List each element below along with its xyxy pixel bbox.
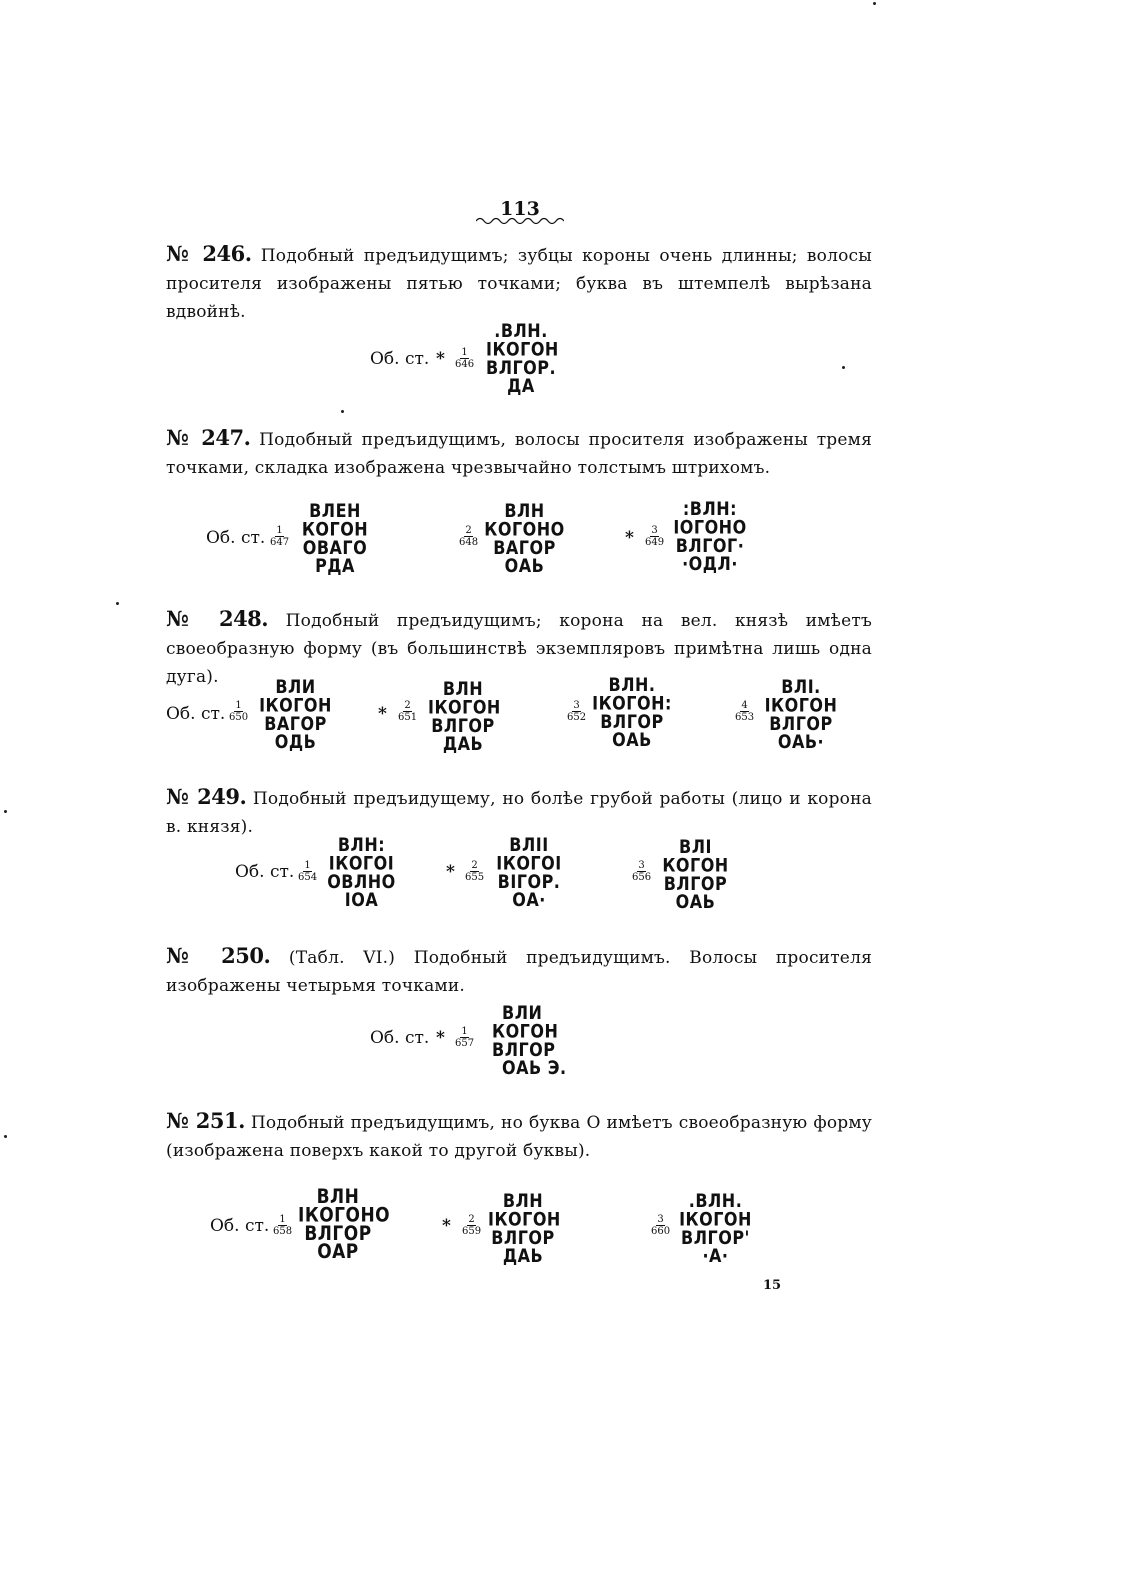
fraction-numerator: 1 (461, 347, 468, 358)
inscription-line: ВЛГОР (492, 1038, 556, 1061)
fraction-numerator: 1 (304, 860, 311, 871)
coin-inscription (298, 1185, 391, 1264)
inscription-line: ВАГОР (493, 536, 556, 559)
inscription-line: ВЛІ (679, 835, 712, 858)
inscription-line: ВЛГОР. (486, 356, 557, 379)
fraction-denominator: 655 (465, 872, 485, 883)
inscription-line: КОГОНО (484, 518, 565, 540)
coin-inscription (482, 499, 567, 577)
coin-inscription (258, 675, 333, 753)
entry-number: № 249. (166, 784, 247, 809)
fraction-denominator: 649 (645, 537, 665, 548)
inscription-line: ОАЬ (504, 554, 545, 577)
inscription-line: ВЛІІ (509, 833, 549, 856)
inscription-line: ОАЬ· (777, 730, 825, 753)
fraction-denominator: 650 (229, 712, 249, 723)
inscription-line: ВЛН (504, 499, 545, 522)
star-marker: * (442, 1216, 451, 1236)
fraction-numerator: 2 (468, 1214, 475, 1225)
inscription-line: ДА (507, 374, 535, 397)
inscription-line: ВЛГОР (600, 710, 664, 733)
inscription-line: :ВЛН: (682, 497, 738, 520)
inscription-line: ІКОГОН (486, 338, 559, 360)
specimen-fraction (270, 525, 289, 548)
star-marker: * (625, 528, 634, 548)
entry-250-paragraph (166, 942, 872, 1000)
inscription-line: РДА (315, 554, 355, 577)
inscription-line: ·ОДЛ· (682, 552, 738, 575)
scan-speck (341, 410, 344, 413)
coin-inscription (300, 499, 370, 577)
fraction-numerator: 1 (276, 525, 283, 536)
star-marker: * (446, 862, 455, 882)
specimen-fraction (273, 1214, 292, 1237)
scan-speck (842, 366, 845, 369)
specimen-fraction (459, 525, 478, 548)
specimen-fraction (632, 860, 651, 883)
scan-speck (4, 1135, 7, 1138)
inscription-line: ІКОГОН (679, 1208, 752, 1230)
entry-number: № 251. (166, 1108, 245, 1133)
fraction-denominator: 659 (462, 1226, 482, 1237)
inscription-line: ІКОГОН (428, 696, 501, 718)
obverse-label: Об. ст. (166, 704, 226, 724)
specimen-fraction (651, 1214, 670, 1237)
inscription-line: ВЛИ (275, 675, 316, 698)
inscription-line: ОАЬ Э. (502, 1056, 567, 1079)
fraction-numerator: 2 (471, 860, 478, 871)
scan-speck (116, 602, 119, 605)
fraction-denominator: 658 (273, 1226, 293, 1237)
inscription-line: ВЛГОР (491, 1226, 555, 1249)
inscription-line: ВЛН (442, 677, 484, 700)
inscription-line: ВЛЕН (309, 499, 361, 522)
obverse-label: Об. ст. (235, 862, 295, 882)
star-marker: * (378, 704, 387, 724)
inscription-line: ВЛИ (502, 1001, 543, 1024)
coin-inscription (486, 319, 559, 397)
inscription-line: ОВЛНО (327, 870, 396, 893)
entry-number: № 250. (166, 943, 271, 968)
specimen-fraction (645, 525, 664, 548)
entry-description: Подобный предъидущимъ; корона на вел. князѣ имѣетъ своеобразную форму (въ большинствѣ экземпляровъ примѣтна лишь одна дуга). (166, 611, 872, 687)
fraction-denominator: 653 (735, 712, 755, 723)
coin-inscription (762, 675, 840, 753)
inscription-line: ОДЬ (274, 730, 317, 753)
inscription-line: ІОА (344, 888, 379, 911)
inscription-line: ВЛГОР' (681, 1226, 750, 1249)
inscription-line: ОАЬ (675, 890, 716, 913)
fraction-denominator: 656 (632, 872, 652, 883)
fraction-numerator: 1 (235, 700, 242, 711)
inscription-line: ІКОГОНО (298, 1204, 391, 1228)
obverse-label: Об. ст. (370, 1028, 430, 1048)
scan-speck (4, 810, 7, 813)
specimen-fraction (567, 700, 586, 723)
specimen-fraction (398, 700, 417, 723)
fraction-numerator: 1 (279, 1214, 286, 1225)
inscription-line: ВЛГОР (304, 1222, 372, 1246)
fraction-denominator: 654 (298, 872, 318, 883)
fraction-numerator: 3 (651, 525, 658, 536)
inscription-line: ВЛН (502, 1189, 544, 1212)
star-marker: * (436, 349, 445, 369)
entry-247-paragraph (166, 424, 872, 482)
fraction-numerator: 2 (465, 525, 472, 536)
inscription-line: ІКОГОН (488, 1208, 561, 1230)
entry-description: (Табл. VI.) Подобный предъидущимъ. Волосы просителя изображены четырьмя точками. (166, 948, 872, 996)
inscription-line: КОГОН (492, 1020, 559, 1042)
specimen-fraction (298, 860, 317, 883)
fraction-denominator: 651 (398, 712, 418, 723)
fraction-denominator: 647 (270, 537, 290, 548)
entry-246-paragraph (166, 240, 872, 326)
fraction-numerator: 4 (741, 700, 748, 711)
inscription-line: ІКОГОІ (496, 852, 562, 874)
fraction-numerator: 1 (461, 1026, 468, 1037)
inscription-line: ІКОГОН (764, 694, 838, 716)
entry-251-paragraph (166, 1107, 872, 1165)
star-marker: * (436, 1028, 445, 1048)
entry-description: Подобный предъидущимъ, волосы просителя изображены тремя точками, складка изображена чрезвычайно толстымъ штрихомъ. (166, 430, 872, 478)
specimen-fraction (462, 1214, 481, 1237)
obverse-label: Об. ст. (206, 528, 266, 548)
fraction-denominator: 646 (455, 359, 475, 370)
fraction-numerator: 3 (638, 860, 645, 871)
fraction-denominator: 652 (567, 712, 587, 723)
coin-inscription (488, 1189, 561, 1267)
obverse-label: Об. ст. (370, 349, 430, 369)
signature-mark: 15 (763, 1278, 782, 1293)
coin-inscription (494, 833, 564, 911)
inscription-line: .ВЛН. (688, 1189, 743, 1212)
inscription-line: ВЛІ. (781, 675, 821, 698)
inscription-line: ВІГОР. (497, 870, 561, 893)
inscription-line: ДАЬ (442, 732, 484, 755)
inscription-line: ВЛН: (337, 833, 386, 856)
inscription-line: ІКОГОН: (592, 692, 672, 714)
inscription-line: ВЛГОГ· (675, 534, 745, 557)
coin-inscription (324, 833, 399, 911)
inscription-line: ІОГОНО (673, 516, 747, 538)
inscription-line: ДАЬ (502, 1244, 544, 1267)
inscription-line: ВЛН (316, 1185, 360, 1209)
fraction-numerator: 2 (404, 700, 411, 711)
inscription-line: .ВЛН. (494, 319, 548, 342)
specimen-fraction (455, 347, 474, 370)
wavy-rule-ornament (476, 216, 564, 226)
inscription-line: ОАР (317, 1240, 359, 1264)
entry-description: Подобный предъидущему, но болѣе грубой работы (лицо и корона в. князя). (166, 789, 872, 837)
inscription-line: КОГОН (662, 854, 729, 876)
inscription-line: ВЛГОР (431, 714, 495, 737)
inscription-line: ОВАГО (302, 536, 368, 559)
entry-number: № 246. (166, 241, 252, 266)
entry-description: Подобный предъидущимъ; зубцы короны очень длинны; волосы просителя изображены пятью точками; буква въ штемпелѣ вырѣзана вдвойнѣ. (166, 246, 872, 322)
inscription-line: ОА· (512, 888, 546, 911)
coin-inscription (670, 497, 750, 575)
coin-inscription (592, 673, 672, 751)
specimen-fraction (735, 700, 754, 723)
fraction-numerator: 3 (573, 700, 580, 711)
entry-number: № 248. (166, 606, 269, 631)
inscription-line: ІКОГОН (259, 694, 332, 716)
specimen-fraction (465, 860, 484, 883)
fraction-numerator: 3 (657, 1214, 664, 1225)
inscription-line: ОАЬ (612, 728, 652, 751)
scan-speck (873, 2, 876, 5)
coin-inscription (428, 677, 501, 755)
inscription-line: ВЛГОР (663, 872, 728, 895)
fraction-denominator: 657 (455, 1038, 475, 1049)
obverse-label: Об. ст. (210, 1216, 270, 1236)
entry-number: № 247. (166, 425, 251, 450)
fraction-denominator: 648 (459, 537, 479, 548)
inscription-line: ·А· (702, 1244, 729, 1267)
coin-inscription (488, 1001, 576, 1079)
entry-249-paragraph (166, 783, 872, 841)
coin-inscription (678, 1189, 753, 1267)
specimen-fraction (455, 1026, 474, 1049)
entry-description: Подобный предъидущимъ, но буква О имѣетъ своеобразную форму (изображена поверхъ какой то другой буквы). (166, 1113, 872, 1161)
coin-inscription (658, 835, 733, 913)
inscription-line: ВЛГОР (769, 712, 833, 735)
inscription-line: КОГОН (301, 518, 369, 540)
fraction-denominator: 660 (651, 1226, 671, 1237)
specimen-fraction (229, 700, 248, 723)
inscription-line: ІКОГОІ (328, 852, 395, 874)
page-number: 113 (500, 198, 540, 220)
inscription-line: ВЛН. (608, 673, 656, 696)
inscription-line: ВАГОР (264, 712, 327, 735)
